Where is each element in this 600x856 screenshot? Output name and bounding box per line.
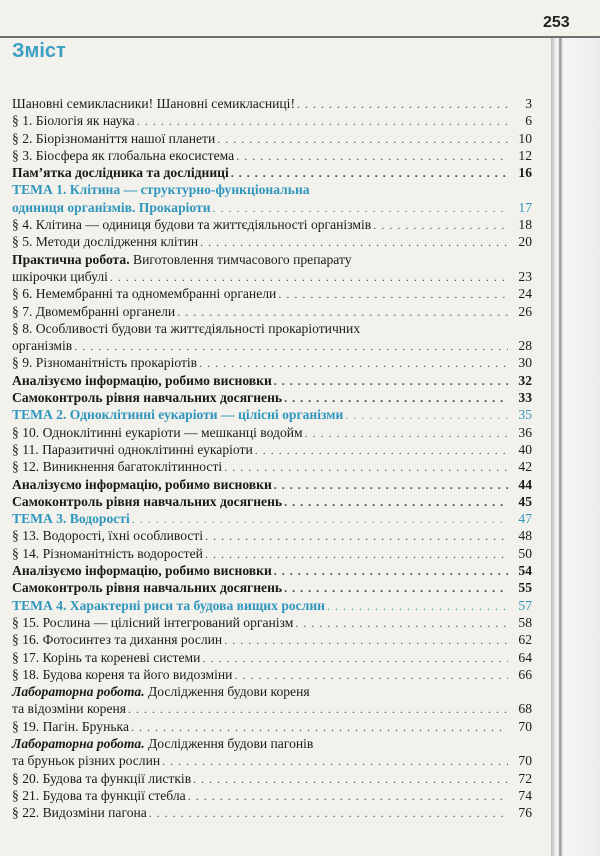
- toc-leader-dots: [274, 373, 508, 390]
- toc-entry: [12, 164, 532, 181]
- toc-leader-dots: [110, 269, 508, 286]
- toc-entry-lead: Лабораторна робота.: [12, 735, 145, 751]
- toc-leader-dots: [213, 200, 508, 217]
- toc-leader-dots: [224, 459, 508, 476]
- toc-entry: [12, 441, 532, 458]
- toc-entry: [12, 268, 532, 285]
- toc-entry-text: Самоконтроль рівня навчальних досягнень: [12, 580, 283, 596]
- toc-leader-dots: [205, 528, 508, 545]
- toc-entry-text: § 20. Будова та функції листків: [12, 770, 192, 786]
- toc-entry-text: § 8. Особливості будови та життєдіяльності прокаріотичних: [12, 320, 361, 336]
- toc-leader-dots: [188, 788, 508, 805]
- toc-entry-text: § 16. Фотосинтез та дихання рослин: [12, 632, 223, 648]
- toc-entry: [12, 337, 532, 354]
- toc-leader-dots: [149, 805, 508, 822]
- toc-entry: [12, 199, 532, 216]
- toc-entry-text: § 15. Рослина — цілісний інтегрований організм: [12, 614, 294, 630]
- toc-entry-text: ТЕМА 2. Одноклітинні еукаріоти — цілісні організми: [12, 407, 344, 423]
- toc-entry: [12, 476, 532, 493]
- toc-page-number: 47: [518, 511, 532, 527]
- toc-entry-text: § 18. Будова кореня та його видозміни: [12, 666, 233, 682]
- toc-page-number: 24: [518, 286, 532, 302]
- toc-page-number: 28: [518, 338, 532, 354]
- toc-entry-text: § 1. Біологія як наука: [12, 113, 135, 129]
- toc-page-number: 62: [518, 632, 532, 648]
- toc-leader-dots: [193, 771, 508, 788]
- toc-entry: [12, 614, 532, 631]
- toc-entry: [12, 389, 532, 406]
- toc-entry: [12, 579, 532, 596]
- toc-entry-rest: Дослідження будови пагонів: [144, 735, 314, 751]
- toc-page-number: 70: [518, 753, 532, 769]
- toc-entry: [12, 458, 532, 475]
- toc-entry-text: § 17. Корінь та кореневі системи: [12, 649, 201, 665]
- toc-entry: [12, 770, 532, 787]
- toc-leader-dots: [128, 701, 508, 718]
- toc-entry-text: Пам’ятка дослідника та дослідниці: [12, 165, 229, 181]
- toc-entry-text: [12, 683, 310, 700]
- toc-leader-dots: [284, 580, 508, 597]
- toc-entry-text: § 6. Немембранні та одномембранні органели: [12, 286, 277, 302]
- toc-entry: [12, 216, 532, 233]
- header-rule: [0, 36, 600, 38]
- toc-page-number: 70: [518, 718, 532, 734]
- toc-entry-text: § 19. Пагін. Брунька: [12, 718, 129, 734]
- toc-entry-text: § 22. Видозміни пагона: [12, 805, 147, 821]
- toc-entry-text: ТЕМА 1. Клітина — структурно-функціональна: [12, 182, 310, 198]
- toc-entry-text: § 21. Будова та функції стебла: [12, 787, 186, 803]
- toc-leader-dots: [345, 407, 508, 424]
- toc-leader-dots: [217, 131, 508, 148]
- toc-entry: [12, 424, 532, 441]
- toc-entry-text: Аналізуємо інформацію, робимо висновки: [12, 563, 272, 579]
- toc-entry-text: § 2. Біорізноманіття нашої планети: [12, 130, 216, 146]
- toc-entry-text: ТЕМА 4. Характерні риси та будова вищих рослин: [12, 597, 326, 613]
- toc-entry-rest: Дослідження будови кореня: [144, 684, 310, 700]
- toc-leader-dots: [236, 148, 508, 165]
- toc-page-number: 48: [518, 528, 532, 544]
- toc-entry-text: Аналізуємо інформацію, робимо висновки: [12, 372, 272, 388]
- toc-entry-text: § 14. Різноманітність водоростей: [12, 545, 203, 561]
- toc-entry: [12, 112, 532, 129]
- toc-leader-dots: [305, 425, 508, 442]
- toc-page-number: 44: [518, 476, 532, 492]
- toc-entry-text: Самоконтроль рівня навчальних досягнень: [12, 493, 283, 509]
- toc-page-number: 55: [518, 580, 532, 596]
- toc-entry-text: Шановні семикласники! Шановні семикласниці!: [12, 96, 295, 111]
- toc-entry: [12, 285, 532, 302]
- toc-page-number: 42: [518, 459, 532, 475]
- toc-leader-dots: [74, 338, 508, 355]
- toc-entry-text: організмів: [12, 338, 73, 354]
- toc-page-number: 30: [518, 355, 532, 371]
- toc-entry: [12, 527, 532, 544]
- toc-page-number: 12: [518, 147, 532, 163]
- toc-entry: [12, 752, 532, 769]
- toc-page-number: 72: [518, 770, 532, 786]
- toc-entry: [12, 718, 532, 735]
- toc-entry: [12, 735, 532, 752]
- toc-page-number: 35: [518, 407, 532, 423]
- toc-entry-text: § 3. Біосфера як глобальна екосистема: [12, 147, 235, 163]
- toc-page-number: 16: [518, 165, 532, 181]
- toc-entry-text: шкірочки цибулі: [12, 268, 108, 284]
- toc-entry: [12, 631, 532, 648]
- toc-entry: [12, 562, 532, 579]
- toc-entry: [12, 597, 532, 614]
- toc-entry-text: [12, 735, 313, 752]
- toc-page-number: 64: [518, 649, 532, 665]
- toc-entry: [12, 493, 532, 510]
- toc-entry: [12, 130, 532, 147]
- toc-entry-text: та бруньок різних рослин: [12, 753, 161, 769]
- toc-entry-text: [12, 251, 352, 268]
- toc-entry: [12, 787, 532, 804]
- toc-entry-text: § 11. Паразитичні одноклітинні еукаріоти: [12, 441, 253, 457]
- toc-page-number: 6: [525, 113, 532, 129]
- toc-entry-text: § 10. Одноклітинні еукаріоти — мешканці водойм: [12, 424, 303, 440]
- toc-entry: [12, 372, 532, 389]
- toc-leader-dots: [231, 165, 508, 182]
- toc-leader-dots: [132, 511, 508, 528]
- toc-leader-dots: [137, 113, 508, 130]
- toc-page-number: 40: [518, 441, 532, 457]
- toc-page-number: 32: [518, 372, 532, 388]
- toc-entry-text: § 7. Двомембранні органели: [12, 303, 176, 319]
- toc-page-number: 57: [518, 597, 532, 613]
- toc-page-number: 17: [518, 199, 532, 215]
- toc-page-number: 74: [518, 787, 532, 803]
- toc-leader-dots: [297, 96, 508, 113]
- toc-leader-dots: [255, 442, 508, 459]
- toc-entry: [12, 251, 532, 268]
- toc-leader-dots: [199, 355, 508, 372]
- page-title: Зміст: [12, 40, 66, 62]
- toc-page-number: 23: [518, 268, 532, 284]
- toc-entry-text: § 5. Методи дослідження клітин: [12, 234, 199, 250]
- toc-leader-dots: [278, 286, 508, 303]
- toc-entry-text: та відозміни кореня: [12, 701, 127, 717]
- toc-leader-dots: [295, 615, 508, 632]
- toc-entry: [12, 545, 532, 562]
- toc-leader-dots: [327, 598, 508, 615]
- toc-entry: [12, 510, 532, 527]
- toc-leader-dots: [205, 546, 508, 563]
- toc-entry: [12, 233, 532, 250]
- toc-entry: [12, 406, 532, 423]
- toc-page-number: 10: [518, 130, 532, 146]
- toc-page-number: 45: [518, 493, 532, 509]
- toc-page-number: 50: [518, 545, 532, 561]
- toc-entry: [12, 181, 532, 198]
- toc-leader-dots: [274, 563, 508, 580]
- page-number: 253: [543, 14, 570, 31]
- toc-entry: [12, 354, 532, 371]
- toc-entry: [12, 700, 532, 717]
- toc-entry-text: § 9. Різноманітність прокаріотів: [12, 355, 198, 371]
- toc-page-number: 76: [518, 805, 532, 821]
- toc-leader-dots: [274, 477, 508, 494]
- toc-entry: [12, 666, 532, 683]
- toc-leader-dots: [162, 753, 508, 770]
- toc-leader-dots: [224, 632, 508, 649]
- toc-leader-dots: [234, 667, 508, 684]
- toc-page-number: 3: [525, 96, 532, 111]
- toc-entry-rest: Виготовлення тимчасового препарату: [129, 251, 352, 267]
- toc-entry-lead: Лабораторна робота.: [12, 684, 145, 700]
- toc-entry-text: § 13. Водорості, їхні особливості: [12, 528, 204, 544]
- toc-entry: [12, 683, 532, 700]
- toc-leader-dots: [131, 719, 508, 736]
- toc-leader-dots: [202, 650, 508, 667]
- toc-entry: [12, 303, 532, 320]
- toc-entry-text: Самоконтроль рівня навчальних досягнень: [12, 390, 283, 406]
- toc-entry: [12, 320, 532, 337]
- toc-entry-text: § 12. Виникнення багатоклітинності: [12, 459, 223, 475]
- toc-leader-dots: [177, 304, 508, 321]
- toc-entry-text: Аналізуємо інформацію, робимо висновки: [12, 476, 272, 492]
- toc-entry: [12, 804, 532, 821]
- toc-page-number: 54: [518, 563, 532, 579]
- table-of-contents: [12, 95, 532, 821]
- toc-page-number: 68: [518, 701, 532, 717]
- toc-page-number: 66: [518, 666, 532, 682]
- toc-entry-text: одиниця організмів. Прокаріоти: [12, 199, 211, 215]
- toc-page-number: 33: [518, 390, 532, 406]
- toc-entry: [12, 649, 532, 666]
- toc-page-number: 20: [518, 234, 532, 250]
- toc-entry-text: § 4. Клітина — одиниця будови та життєдіяльності організмів: [12, 217, 372, 233]
- toc-page-number: 18: [518, 217, 532, 233]
- toc-page-number: 26: [518, 303, 532, 319]
- toc-page-number: 58: [518, 614, 532, 630]
- toc-leader-dots: [284, 390, 508, 407]
- toc-leader-dots: [200, 234, 508, 251]
- toc-entry: [12, 147, 532, 164]
- toc-leader-dots: [284, 494, 508, 511]
- toc-page-number: 36: [518, 424, 532, 440]
- toc-leader-dots: [373, 217, 508, 234]
- page-edge-band: [551, 38, 600, 856]
- toc-entry-text: ТЕМА 3. Водорості: [12, 511, 130, 527]
- toc-entry: [12, 95, 532, 112]
- toc-entry-lead: Практична робота.: [12, 251, 130, 267]
